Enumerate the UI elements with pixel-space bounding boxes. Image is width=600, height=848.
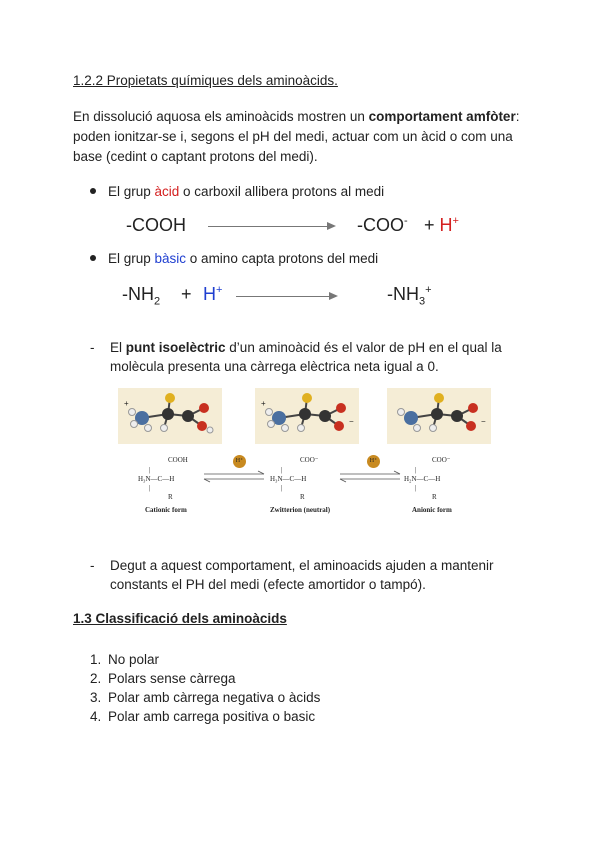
caption-anionic: Anionic form (412, 506, 452, 514)
bullet-acid-keyword: àcid (154, 184, 180, 199)
eq2-plus: + (181, 284, 192, 304)
cation-top-group: COOH (168, 456, 188, 464)
isoelectric-bold: punt isoelèctric (125, 340, 226, 355)
eq2-left (122, 284, 160, 308)
list-dash: - (90, 558, 95, 573)
section-title: 1.2.2 Propietats químiques dels aminoàcids. (73, 73, 338, 88)
list-text: Polar amb carrega positiva o basic (108, 709, 316, 724)
equilibrium-arrow-1 (200, 470, 270, 484)
buffer-note-text: Degut a aquest comportament, el aminoacids ajuden a mantenir constants el PH del medi (efecte amortidor o tampó). (110, 558, 494, 592)
isoelectric-before: El (110, 340, 126, 355)
zwitterion-model-image (255, 388, 359, 444)
eq2-arrow (236, 296, 336, 297)
bullet-dot (90, 255, 96, 261)
intro-paragraph (73, 107, 533, 167)
isoelectric-item (90, 338, 530, 376)
svg-text:−: − (481, 417, 486, 426)
anion-model-image (387, 388, 491, 444)
hplus-marker-1: H⁺ (233, 455, 246, 468)
eq2-h: H (203, 284, 216, 304)
eq2-right (387, 284, 432, 308)
list-item (90, 650, 320, 669)
list-item (90, 707, 320, 726)
eq1-hplus: + H+ (424, 215, 459, 235)
svg-text:−: − (349, 417, 354, 426)
intro-text-before: En dissolució aquosa els aminoàcids mostren un (73, 109, 369, 124)
list-number: 1. (90, 652, 102, 667)
svg-text:+: + (124, 399, 129, 408)
cation-model-image (118, 388, 222, 444)
bullet-basic-keyword: bàsic (154, 251, 187, 266)
eq2-right-text: -NH (387, 284, 419, 304)
zwitterion-formula: | H₃N—C—H | (270, 466, 307, 492)
eq1-h: H (439, 215, 453, 235)
bullet-acid-after: o carboxil allibera protons al medi (179, 184, 385, 199)
eq2-hplus (203, 284, 222, 305)
list-number: 3. (90, 690, 102, 705)
anion-formula: | H₂N—C—H | (404, 466, 441, 492)
classification-list (90, 650, 320, 726)
list-text: Polar amb càrrega negativa o àcids (108, 690, 321, 705)
svg-text:+: + (261, 399, 266, 408)
eq1-right-sup: - (404, 215, 408, 227)
anion-r: R (432, 493, 437, 501)
buffer-note-item (90, 556, 530, 594)
bullet-basic (90, 251, 378, 266)
caption-cationic: Cationic form (145, 506, 187, 514)
bullet-acid (90, 184, 384, 199)
eq2-left-text: -NH (122, 284, 154, 304)
cation-r: R (168, 493, 173, 501)
eq2-h-sup: + (216, 284, 223, 296)
eq1-h-sup: + (452, 215, 459, 227)
isoelectric-after: d’un aminoàcid és el valor de pH en el qual la molècula presenta una càrrega elèctrica neta igual a 0. (110, 340, 502, 374)
isoelectric-text (110, 338, 530, 376)
list-item (90, 669, 320, 688)
eq1-right (357, 215, 408, 236)
classification-title: 1.3 Classificació dels aminoàcids (73, 611, 287, 626)
caption-zwitterion: Zwitterion (neutral) (270, 506, 331, 514)
zwitterion-r: R (300, 493, 305, 501)
zwitterion-top-group: COO⁻ (300, 456, 319, 464)
bullet-basic-after: o amino capta protons del medi (186, 251, 379, 266)
list-text: No polar (108, 652, 160, 667)
intro-text-after: : poden ionitzar-se i, segons el pH del medi, actuar com un àcid o com una base (cedint o captant protons del medi). (73, 109, 520, 164)
eq2-right-sup: + (425, 284, 432, 296)
eq2-left-sub: 2 (154, 295, 161, 308)
list-text: Polars sense càrrega (108, 671, 236, 686)
hplus-marker-2: H⁺ (367, 455, 380, 468)
list-dash: - (90, 340, 95, 355)
eq2-right-sub: 3 (419, 295, 426, 308)
anion-top-group: COO⁻ (432, 456, 451, 464)
eq1-right-text: -COO (357, 215, 404, 235)
cation-formula: | H₃N—C—H | (138, 466, 175, 492)
bullet-basic-before: El grup (108, 251, 155, 266)
list-number: 2. (90, 671, 102, 686)
bullet-dot (90, 188, 96, 194)
intro-bold-term: comportament amfòter (368, 109, 516, 124)
equilibrium-arrow-2 (336, 470, 406, 484)
bullet-acid-before: El grup (108, 184, 155, 199)
list-item (90, 688, 320, 707)
eq1-arrow (208, 226, 334, 227)
eq1-left: -COOH (126, 215, 186, 235)
list-number: 4. (90, 709, 102, 724)
